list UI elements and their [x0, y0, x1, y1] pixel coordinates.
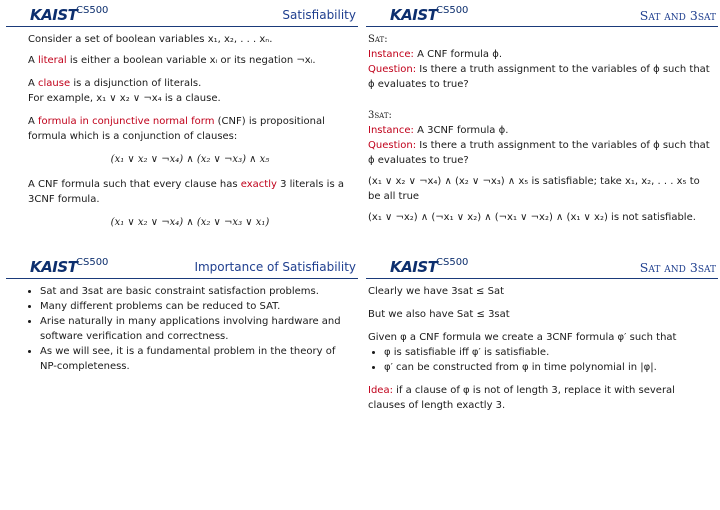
slide-title: Sat and 3sat: [639, 260, 716, 275]
3sat-instance: Instance: A 3CNF formula ϕ.: [368, 125, 509, 136]
sat-instance: Instance: A CNF formula ϕ.: [368, 49, 503, 60]
cnf-formula-example: (x₁ ∨ x₂ ∨ ¬x₄) ∧ (x₂ ∨ ¬x₃) ∧ x₅: [110, 154, 270, 165]
clause-example: For example, x₁ ∨ x₂ ∨ ¬x₄ is a clause.: [28, 93, 221, 104]
slide-title: Importance of Satisfiability: [194, 260, 356, 274]
slide-body: [6, 284, 358, 374]
course-code: CS500: [76, 5, 109, 16]
3sat-question: Question: Is there a truth assignment to the variables of ϕ such that ϕ evaluates to true?: [368, 140, 710, 166]
slide-sat-3sat-definitions: [366, 4, 718, 252]
list-item: • As we will see, it is a fundamental problem in the theory of NP-completeness.: [40, 344, 352, 374]
course-code: CS500: [436, 5, 469, 16]
slide-header: [366, 256, 718, 279]
construction-statement: Given φ a CNF formula we create a 3CNF formula φ′ such that: [368, 332, 677, 343]
course-code: CS500: [76, 257, 109, 268]
list-item: • Arise naturally in many applications involving hardware and software verification and correctness.: [40, 314, 352, 344]
kaist-logo: KAIST: [390, 258, 438, 276]
reduction-sat-to-3sat: But we also have Sat ≤ 3sat: [368, 309, 510, 320]
importance-list: [28, 284, 352, 374]
reduction-3sat-to-sat: Clearly we have 3sat ≤ Sat: [368, 286, 505, 297]
clause-definition: A clause is a disjunction of literals.: [28, 78, 202, 89]
slide-title: Sat and 3sat: [639, 8, 716, 23]
course-code: CS500: [436, 257, 469, 268]
construction-properties: [368, 345, 712, 375]
slide-satisfiability: [6, 4, 358, 252]
cnf-definition: A formula in conjunctive normal form (CNF) is propositional formula which is a conjunction of clauses:: [28, 116, 325, 142]
list-item: • Many different problems can be reduced to SAT.: [40, 299, 352, 314]
unsatisfiable-example: (x₁ ∨ ¬x₂) ∧ (¬x₁ ∨ x₂) ∧ (¬x₁ ∨ ¬x₂) ∧ (x₁ ∨ x₂) is not satisfiable.: [368, 212, 696, 223]
kaist-logo: KAIST: [30, 6, 78, 24]
slide-sat-3sat-reduction: [366, 256, 718, 504]
list-item: • Sat and 3sat are basic constraint satisfaction problems.: [40, 284, 352, 299]
idea-text: Idea: if a clause of φ is not of length 3, replace it with several clauses of length exactly 3.: [368, 385, 675, 411]
slide-title: Satisfiability: [282, 8, 356, 22]
slide-body: [366, 32, 718, 225]
slide-header: [6, 256, 358, 279]
kaist-logo: KAIST: [390, 6, 438, 24]
sat-heading: Sat:: [368, 34, 388, 45]
slide-header: [6, 4, 358, 27]
slide-body: [366, 284, 718, 413]
literal-definition: A literal is either a boolean variable xᵢ or its negation ¬xᵢ.: [28, 55, 316, 66]
kaist-logo: KAIST: [30, 258, 78, 276]
3sat-heading: 3sat:: [368, 110, 392, 121]
slide-body: [6, 32, 358, 230]
slide-importance: [6, 256, 358, 504]
text-line: Consider a set of boolean variables x₁, x₂, . . . xₙ.: [28, 34, 273, 45]
slide-header: [366, 4, 718, 27]
sat-question: Question: Is there a truth assignment to the variables of ϕ such that ϕ evaluates to true?: [368, 64, 710, 90]
list-item: • φ′ can be constructed from φ in time polynomial in |φ|.: [384, 360, 712, 375]
3cnf-definition: A CNF formula such that every clause has exactly 3 literals is a 3CNF formula.: [28, 179, 344, 205]
satisfiable-example: (x₁ ∨ x₂ ∨ ¬x₄) ∧ (x₂ ∨ ¬x₃) ∧ x₅ is satisfiable; take x₁, x₂, . . . x₅ to be all true: [368, 176, 700, 202]
3cnf-formula-example: (x₁ ∨ x₂ ∨ ¬x₄) ∧ (x₂ ∨ ¬x₃ ∨ x₁): [110, 217, 270, 228]
list-item: • φ is satisfiable iff φ′ is satisfiable.: [384, 345, 712, 360]
